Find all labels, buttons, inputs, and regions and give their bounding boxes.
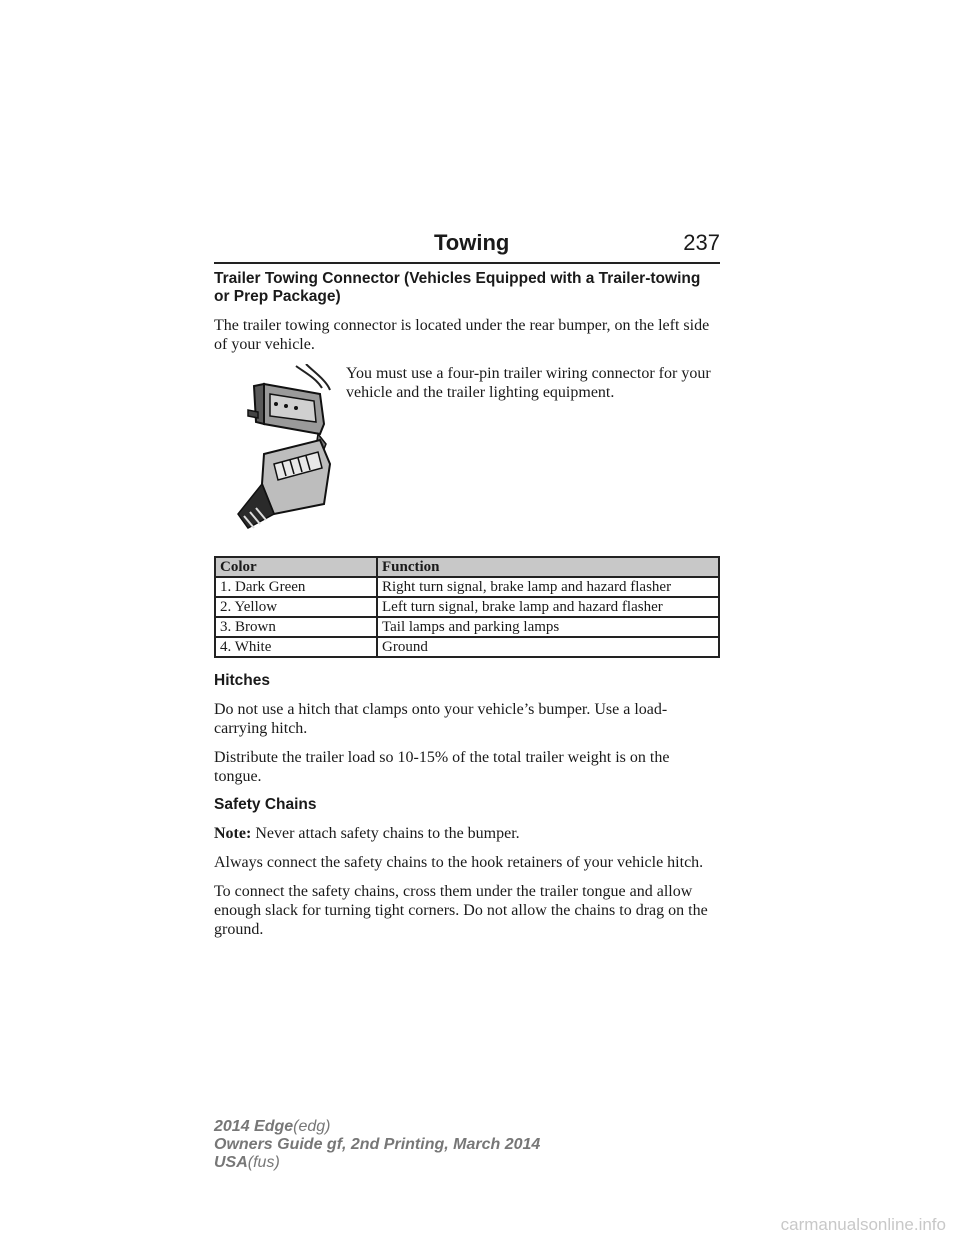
cell-function: Tail lamps and parking lamps [377,617,719,637]
page-header [214,228,720,264]
footer-market-code: (fus) [247,1154,280,1171]
footer-model-code: (edg) [293,1118,331,1135]
column-header-color: Color [215,557,377,577]
note-label: Note: [214,825,252,842]
safety-chains-paragraph-1: Always connect the safety chains to the hook retainers of your vehicle hitch. [214,854,704,871]
footer-market: USA [214,1154,248,1171]
table-row [215,617,719,637]
table-row [215,597,719,617]
page-content [214,270,720,949]
column-header-function: Function [377,557,719,577]
cell-function: Left turn signal, brake lamp and hazard flasher [377,597,719,617]
page-footer [214,1118,540,1172]
connector-heading: Trailer Towing Connector (Vehicles Equipped with a Trailer-towing or Prep Package) [214,270,701,305]
footer-line-1 [214,1118,540,1136]
cell-function: Right turn signal, brake lamp and hazard flasher [377,577,719,597]
hitches-paragraph-2: Distribute the trailer load so 10-15% of the total trailer weight is on the tongue. [214,749,670,785]
hitches-paragraph-1: Do not use a hitch that clamps onto your vehicle’s bumper. Use a load-carrying hitch. [214,701,668,737]
safety-chains-paragraph-2: To connect the safety chains, cross them under the trailer tongue and allow enough slack for turning tight corners. Do not allow the chains to drag on the ground. [214,883,708,938]
cell-color: 4. White [215,637,377,657]
page-number: 237 [683,230,720,255]
wiring-function-table [214,556,720,658]
connector-figure-row [214,364,720,542]
note-text: Never attach safety chains to the bumper. [255,825,520,842]
table-row [215,637,719,657]
table-row [215,577,719,597]
cell-function: Ground [377,637,719,657]
safety-chains-heading: Safety Chains [214,796,317,813]
footer-model: 2014 Edge [214,1118,294,1135]
connector-requirement-text: You must use a four-pin trailer wiring connector for your vehicle and the trailer lighting equipment. [346,365,711,401]
safety-chains-note [214,824,720,843]
footer-line-2: Owners Guide gf, 2nd Printing, March 2014 [214,1136,541,1153]
section-title: Towing [434,230,510,255]
hitches-heading: Hitches [214,672,270,689]
cell-color: 2. Yellow [215,597,377,617]
watermark-text: carmanualsonline.info [780,1215,946,1234]
connector-paragraph: The trailer towing connector is located under the rear bumper, on the left side of your vehicle. [214,317,710,353]
cell-color: 1. Dark Green [215,577,377,597]
footer-line-3 [214,1154,540,1172]
cell-color: 3. Brown [215,617,377,637]
trailer-connector-illustration [234,364,346,532]
table-header-row [215,557,719,577]
